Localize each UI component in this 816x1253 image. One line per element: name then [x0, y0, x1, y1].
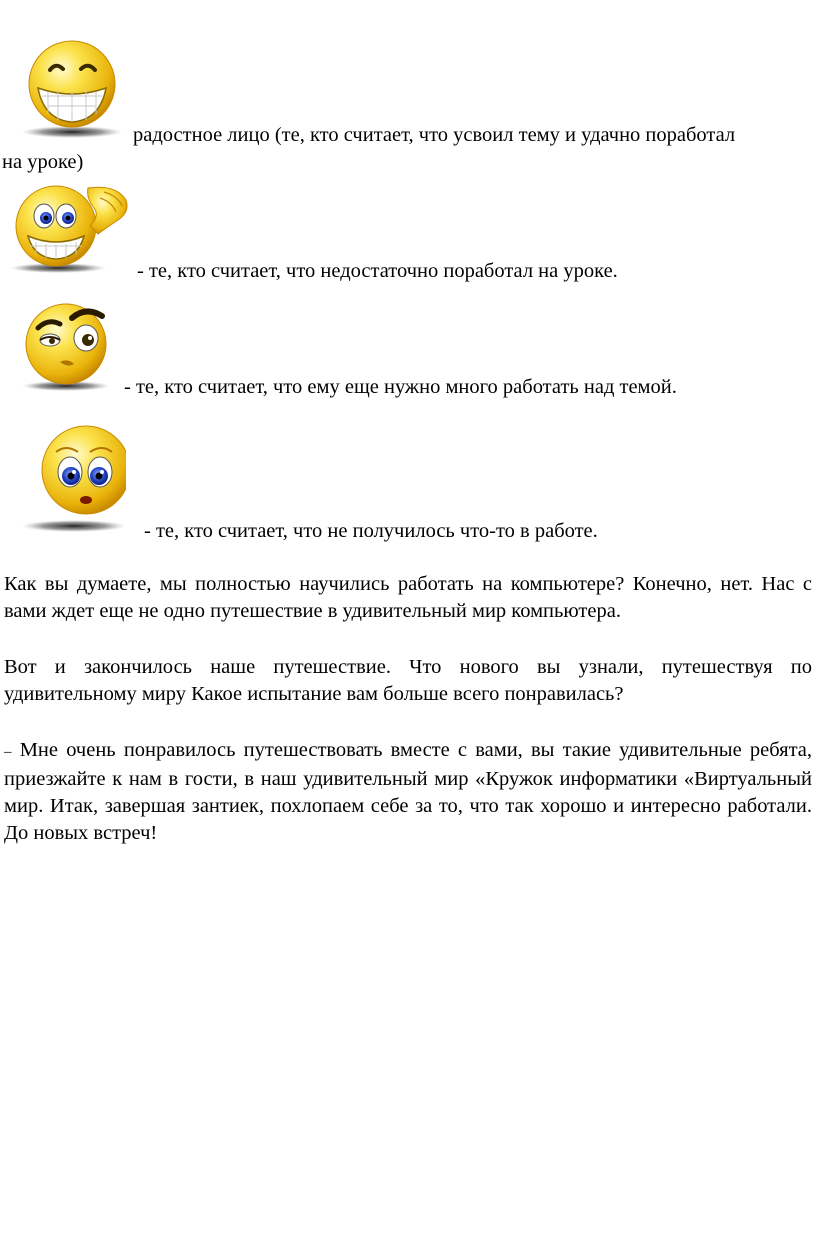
paragraph-1: Как вы думаете, мы полностью научились работать на компьютере? Конечно, нет. Нас с вами ждет еще не одно путешествие в удивительный мир компьютера. — [4, 573, 812, 622]
paragraph-2: Вот и закончилось наше путешествие. Что нового вы узнали, путешествуя по удивительному миру Какое испытание вам больше всего понравилась? — [4, 656, 812, 705]
paragraph-3 — [4, 737, 812, 847]
saluting-smiley-icon — [6, 182, 132, 278]
skeptical-smiley-icon — [16, 300, 116, 394]
item-3-text: - те, кто считает, что ему еще нужно много работать над темой. — [124, 376, 677, 398]
dash: – — [4, 744, 12, 760]
item-4-text: - те, кто считает, что не получилось что-то в работе. — [144, 520, 598, 542]
item-1-text: радостное лицо (те, кто считает, что усвоил тему и удачно поработал — [133, 124, 736, 146]
sad-smiley-icon — [16, 424, 126, 536]
item-2-text: - те, кто считает, что недостаточно поработал на уроке. — [137, 260, 618, 282]
paragraph-3-text: Мне очень понравилось путешествовать вместе с вами, вы такие удивительные ребята, приезжайте к нам в гости, в наш удивительный мир «Кружок информатики «Виртуальный мир. Итак, завершая зантиек, похлопаем себе за то, что так хорошо и интересно работали. До новых встреч! — [4, 739, 812, 844]
item-1-text-continued: на уроке) — [2, 151, 84, 173]
grinning-smiley-icon — [20, 38, 124, 142]
